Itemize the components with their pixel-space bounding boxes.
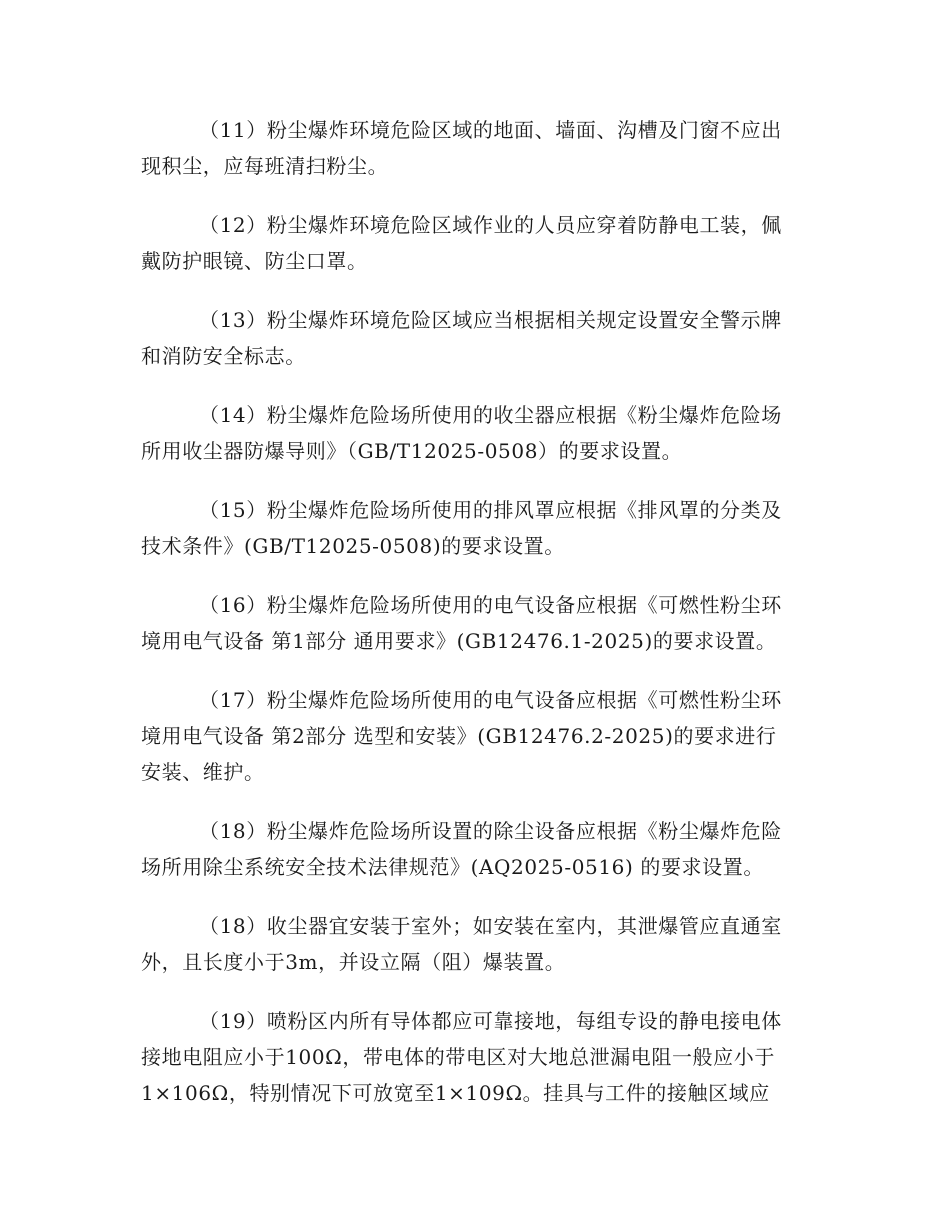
paragraph-line: 场所用除尘系统安全技术法律规范》(AQ2025-0516) 的要求设置。 (141, 855, 764, 879)
paragraph-line: 所用收尘器防爆导则》（GB/T12025-0508）的要求设置。 (141, 439, 683, 463)
paragraph-13 (141, 302, 809, 374)
paragraph-line: 戴防护眼镜、防尘口罩。 (141, 249, 368, 273)
paragraph-line: （12）粉尘爆炸环境危险区域作业的人员应穿着防静电工装，佩 (199, 213, 782, 237)
paragraph-line: 技术条件》(GB/T12025-0508)的要求设置。 (141, 534, 565, 558)
paragraph-18a (141, 813, 809, 885)
paragraph-line: （14）粉尘爆炸危险场所使用的收尘器应根据《粉尘爆炸危险场 (199, 403, 782, 427)
paragraph-line: （18）粉尘爆炸危险场所设置的除尘设备应根据《粉尘爆炸危险 (199, 819, 782, 843)
paragraph-line: （17）粉尘爆炸危险场所使用的电气设备应根据《可燃性粉尘环 (199, 688, 782, 712)
paragraph-17 (141, 682, 809, 790)
paragraph-line: 和消防安全标志。 (141, 344, 306, 368)
paragraph-line: （11）粉尘爆炸环境危险区域的地面、墙面、沟槽及门窗不应出 (199, 118, 782, 142)
paragraph-line: 境用电气设备 第2部分 选型和安装》(GB12476.2-2025)的要求进行 (141, 724, 777, 748)
paragraph-16 (141, 587, 809, 659)
paragraph-line: 安装、维护。 (141, 760, 265, 784)
paragraph-line: （19）喷粉区内所有导体都应可靠接地，每组专设的静电接电体 (199, 1009, 782, 1033)
paragraph-line: 1×106Ω，特别情况下可放宽至1×109Ω。挂具与工件的接触区域应 (141, 1081, 770, 1105)
paragraph-line: （15）粉尘爆炸危险场所使用的排风罩应根据《排风罩的分类及 (199, 498, 782, 522)
paragraph-line: （16）粉尘爆炸危险场所使用的电气设备应根据《可燃性粉尘环 (199, 593, 782, 617)
paragraph-line: （18）收尘器宜安装于室外；如安装在室内，其泄爆管应直通室 (199, 914, 782, 938)
paragraph-14 (141, 397, 809, 469)
paragraph-line: （13）粉尘爆炸环境危险区域应当根据相关规定设置安全警示牌 (199, 308, 782, 332)
paragraph-line: 境用电气设备 第1部分 通用要求》(GB12476.1-2025)的要求设置。 (141, 629, 777, 653)
paragraph-line: 接地电阻应小于100Ω，带电体的带电区对大地总泄漏电阻一般应小于 (141, 1045, 775, 1069)
paragraph-12 (141, 207, 809, 279)
paragraph-11 (141, 112, 809, 184)
document-body (141, 112, 809, 1134)
paragraph-15 (141, 492, 809, 564)
paragraph-18b (141, 908, 809, 980)
paragraph-19 (141, 1003, 809, 1111)
paragraph-line: 现积尘，应每班清扫粉尘。 (141, 154, 389, 178)
paragraph-line: 外，且长度小于3m，并设立隔（阻）爆装置。 (141, 950, 566, 974)
